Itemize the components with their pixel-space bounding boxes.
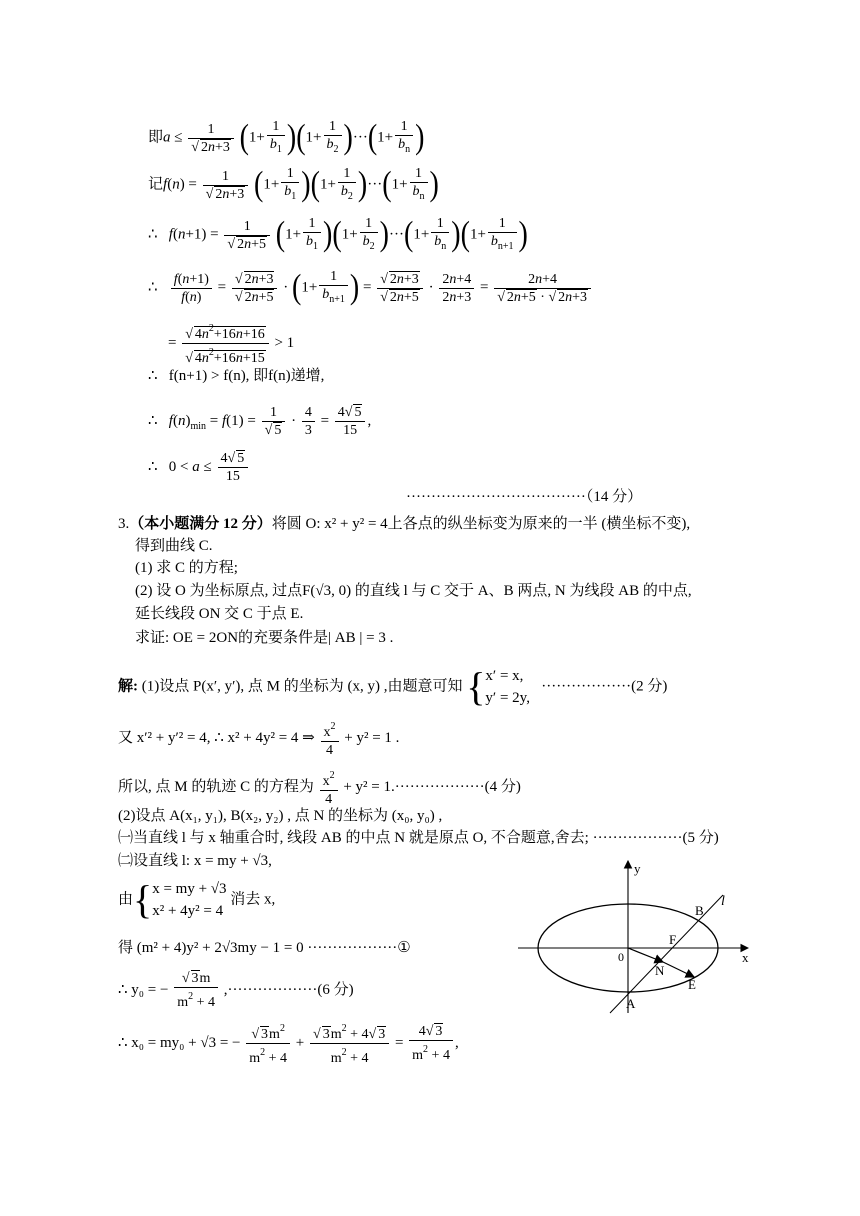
system2-eq1: x = my + √3 bbox=[152, 881, 227, 897]
range-a-line: ∴ 0 < a ≤ $\frac{4√ 5}{15}$ bbox=[148, 450, 250, 485]
ratio-simplified-line: = $\frac{√ 4n^2+16n+16}{√ 4n^2+16n+15}$ > 1 bbox=[168, 320, 294, 367]
problem3-line2: 得到曲线 C. bbox=[135, 538, 213, 554]
label-y: y bbox=[634, 861, 641, 876]
solution-step7: 由{ x = my + √3 x² + 4y² = 4 消去 x, bbox=[118, 877, 276, 922]
problem-number: 3. bbox=[118, 516, 130, 532]
problem3-prove: 求证: OE = 2ON的充要条件是| AB | = 3 . bbox=[135, 630, 394, 646]
solution-step10-end: , bbox=[454, 1034, 459, 1051]
solution-step3-text: 所以, 点 M 的轨迹 C 的方程为 bbox=[118, 778, 314, 795]
define-f-line: 记f(n) = $\frac{1}{√ 2n+3}$ (1+ $\frac{1}{b_1}$ )(1+ $\frac{1}{b_2}$ )···(1+ $\frac{1}{b_n}$ ) bbox=[148, 165, 439, 204]
vector-on bbox=[628, 948, 663, 962]
therefore-sign: ∴ bbox=[148, 368, 158, 384]
ratio-line: ∴ $\frac{f(n+1)}{f(n)}$ = $\frac{√ 2n+3}{√ 2n+5}$ · (1+ $\frac{1}{b_{n+1}}$ ) = $\frac{√ 2n+3}{√ 2n+5}$ · $\frac{2n+4}{2n+3}$ = $\frac{2n+4}{√ 2n+5 \cdot √ 2n+3}$ bbox=[148, 268, 593, 308]
f-n-plus-1-line: ∴ f(n+1) = $\frac{1}{√ 2n+5}$ (1+ $\frac{1}{b_1}$ )(1+ $\frac{1}{b_2}$ )···(1+ $\frac{1}{b_n}$ )(1+ $\frac{1}{b_{n+1}}$ ) bbox=[148, 215, 528, 254]
ellipse-diagram bbox=[518, 853, 758, 1018]
system1-eq2: y′ = 2y, bbox=[485, 690, 530, 706]
solution-step4: (2)设点 A(x₁, y₁), B(x₂, y₂) , 点 N 的坐标为 (x₀, y₀) , bbox=[118, 808, 443, 824]
problem-score-note: （本小题满分 12 分） bbox=[129, 516, 272, 532]
label-l: l bbox=[721, 894, 725, 909]
solution-step6: ㈡设直线 l: x = my + √3, bbox=[118, 853, 272, 869]
solution-step3-end: + y² = 1.··················(4 分) bbox=[343, 778, 521, 795]
solution-step2-end: + y² = 1 . bbox=[344, 729, 400, 746]
label-e: E bbox=[688, 977, 696, 992]
solution-step10: ∴ x₀ = my₀ + √3 = − $\frac{√ 3m^2}{m^2 + 4}$ + $\frac{√ 3m^2 + 4√ 3}{m^2 + 4}$ = $\frac{4√ 3}{m^2 + 4}$ , bbox=[118, 1020, 459, 1067]
prefix-ji2: 记 bbox=[148, 176, 164, 193]
increasing-text: f(n+1) > f(n), 即f(n)递增, bbox=[168, 368, 325, 384]
solution-step9: ∴ y₀ = − $\frac{√ 3m}{m^2 + 4}$ ,··················(6 分) bbox=[118, 971, 354, 1010]
solution-step9-prefix: ∴ y₀ = − bbox=[118, 981, 169, 998]
inequality-line-1: 即a ≤ $\frac{1}{√ 2n+3}$ (1+ $\frac{1}{b_1}$ )(1+ $\frac{1}{b_2}$ )···(1+ $\frac{1}{b_n}$ ) bbox=[148, 118, 425, 157]
solution-step10-prefix: ∴ x₀ = my₀ + √3 = − bbox=[118, 1034, 241, 1051]
solution-step5: ㈠当直线 l 与 x 轴重合时, 线段 AB 的中点 N 就是原点 O, 不合题意,舍去; ··················(5 分) bbox=[118, 830, 719, 846]
label-a: A bbox=[626, 996, 636, 1011]
problem3-header bbox=[118, 514, 690, 534]
solution-step2-text: 又 x′² + y′² = 4, ∴ x² + 4y² = 4 ⇒ bbox=[118, 729, 315, 746]
solution-step7-prefix: 由 bbox=[118, 891, 134, 908]
score-14: ····································（14 分） bbox=[406, 489, 643, 505]
problem-statement: 将圆 O: x² + y² = 4上各点的纵坐标变为原来的一半 (横坐标不变), bbox=[271, 516, 691, 532]
solution-step3: 所以, 点 M 的轨迹 C 的方程为 $\frac{x^2}{4}$ + y² = 1.··················(4 分) bbox=[118, 767, 521, 808]
increasing-line bbox=[148, 366, 324, 386]
solution-step1-text: (1)设点 P(x′, y′), 点 M 的坐标为 (x, y) ,由题意可知 bbox=[141, 678, 463, 695]
problem3-part1: (1) 求 C 的方程; bbox=[135, 560, 238, 576]
label-n: N bbox=[655, 963, 665, 978]
label-x: x bbox=[742, 950, 749, 965]
score-6: ,··················(6 分) bbox=[223, 981, 354, 998]
score-2: ··················(2 分) bbox=[541, 678, 668, 695]
problem3-part2: (2) 设 O 为坐标原点, 过点F(√3, 0) 的直线 l 与 C 交于 A、B 两点, N 为线段 AB 的中点, bbox=[135, 583, 692, 599]
solution-step8: 得 (m² + 4)y² + 2√3my − 1 = 0 ··················① bbox=[118, 940, 411, 956]
solution-step7-suffix: 消去 x, bbox=[230, 891, 276, 908]
vector-ne bbox=[663, 962, 694, 977]
label-b: B bbox=[695, 903, 704, 918]
min-value-line: ∴ $f(n)_{min} = f(1)$ = $\frac{1}{√ 5}$ · $\frac{4}{3}$ = $\frac{4√ 5}{15}$ , bbox=[148, 405, 372, 438]
solution-step1: 解: (1)设点 P(x′, y′), 点 M 的坐标为 (x, y) ,由题意可知 { x′ = x, y′ = 2y, ··················(2 分) bbox=[118, 664, 668, 709]
prefix-ji: 即 bbox=[148, 129, 164, 146]
problem3-part2b: 延长线段 ON 交 C 于点 E. bbox=[135, 606, 304, 622]
solution-label: 解: bbox=[118, 678, 138, 695]
equals-sign: = bbox=[168, 334, 177, 351]
label-origin: 0 bbox=[618, 950, 624, 964]
label-f: F bbox=[669, 932, 677, 947]
system2-eq2: x² + 4y² = 4 bbox=[152, 903, 224, 919]
solution-step2: 又 x′² + y′² = 4, ∴ x² + 4y² = 4 ⇒ $\frac{x^2}{4}$ + y² = 1 . bbox=[118, 718, 399, 759]
system1-eq1: x′ = x, bbox=[485, 668, 524, 684]
